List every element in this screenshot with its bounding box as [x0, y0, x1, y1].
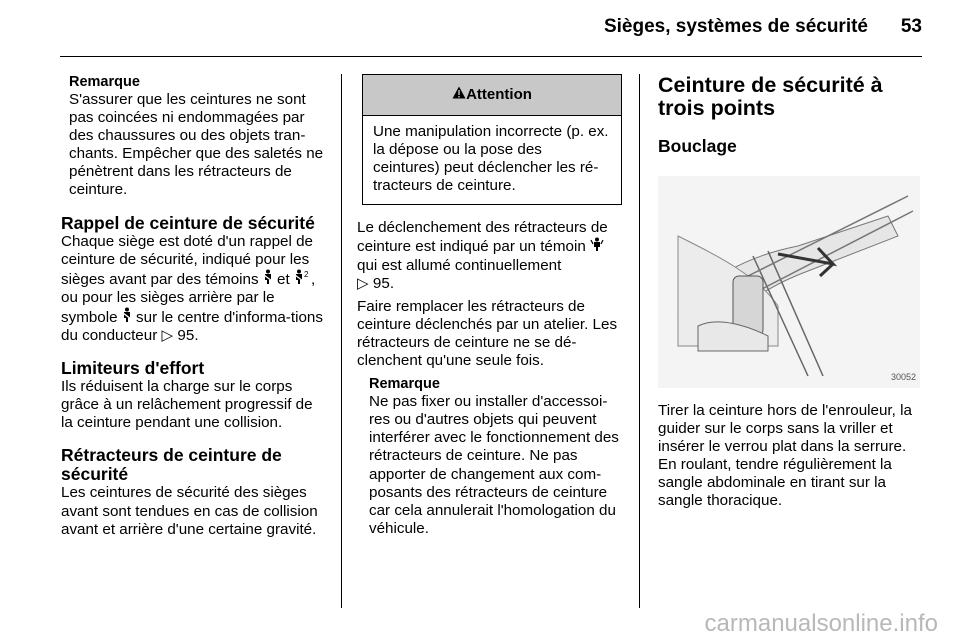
page-number: 53: [900, 16, 922, 37]
figure-number: 30052: [890, 371, 916, 382]
seatbelt-icon: [122, 307, 132, 327]
note-text: Ne pas fixer ou installer d'accessoi-res ou d'autres objets qui peuvent interférer avec le fonctionnement des rétracteurs de ceinture. Ne pas apporter de changement aux com-posants des rétracteurs de ceinture car cela annulerait l'homologation du véhicule.: [369, 393, 619, 537]
main-heading: Ceinture de sécurité à trois points: [658, 73, 883, 120]
rappel-paragraph: [61, 233, 327, 346]
bouclage-paragraph: Tirer la ceinture hors de l'enrouleur, la guider sur le corps sans la vriller et insérer le verrou plat dans la serrure. En roulant, tendre régulièrement la sangle abdominale en tirant sur la sangle thoracique.: [658, 402, 912, 510]
replace-paragraph: Faire remplacer les rétracteurs de ceinture déclenchés par un atelier. Les rétracteurs de ceinture ne se dé-clenchent qu'une seule fois.: [357, 297, 618, 370]
note-heading: Remarque: [69, 74, 140, 90]
rappel-reference[interactable]: 95.: [177, 327, 199, 345]
rappel-text-2: et: [277, 270, 290, 288]
pretensioner-text-a: Le déclenchement des rétracteurs de ceinture est indiqué par un témoin: [357, 219, 608, 256]
rappel-text-1: Chaque siège est doté d'un rappel de ceinture de sécurité, indiqué pour les sièges avant par des témoins: [61, 232, 313, 288]
warning-heading: Attention: [466, 86, 532, 103]
column-divider: [341, 74, 342, 608]
pretensioner-paragraph: [357, 219, 623, 292]
note-heading: Remarque: [369, 376, 440, 393]
note-box: [69, 74, 327, 200]
rappel-text-3: , ou pour les sièges arrière par le symbole: [61, 270, 316, 326]
seatbelt-illustration: [658, 176, 920, 388]
header-rule: [60, 56, 922, 57]
rear-seatbelt-icon: [294, 269, 311, 289]
note-text: S'assurer que les ceintures ne sont pas coincées ni endommagées par des chaussures ou des objets tran-chants. Empêcher que des saletés ne pénètrent dans les rétracteurs de ceinture.: [69, 91, 324, 199]
svg-text:2: 2: [303, 269, 309, 279]
warning-icon: [452, 75, 466, 115]
seatbelt-icon: [263, 269, 273, 289]
page-reference-icon: ▷: [357, 274, 369, 292]
pretensioner-text-b: qui est allumé continuellement: [357, 256, 562, 274]
page-reference-icon: ▷: [161, 327, 174, 345]
note-box: [369, 376, 623, 538]
warning-box: [362, 74, 622, 205]
warning-text: Une manipulation incorrecte (p. ex. la dépose ou la pose des ceintures) peut déclencher les ré-tracteurs de ceinture.: [373, 123, 609, 195]
column-2: [357, 74, 623, 538]
warning-header: [363, 75, 621, 116]
column-divider: [639, 74, 640, 608]
section-heading-rappel: Rappel de ceinture de sécurité: [61, 212, 315, 233]
pretensioner-reference[interactable]: 95.: [372, 274, 395, 292]
retracteurs-paragraph: Les ceintures de sécurité des sièges avant sont tendues en cas de collision avant et arrière d'une certaine gravité.: [61, 484, 318, 538]
seatbelt-drawing: [658, 176, 920, 388]
watermark: carmanualsonline.info: [704, 610, 938, 637]
section-heading-retracteurs: Rétracteurs de ceinture de sécurité: [61, 445, 282, 485]
column-1: [61, 74, 327, 539]
pretensioner-icon: [590, 237, 604, 256]
rappel-text-4: sur le centre d'informa-tions du conducteur: [61, 308, 323, 345]
limiteurs-paragraph: Ils réduisent la charge sur le corps grâce à un relâchement progressif de la ceinture pendant une collision.: [61, 378, 313, 432]
header-title: Sièges, systèmes de sécurité: [603, 16, 868, 37]
subheading-bouclage: Bouclage: [658, 136, 737, 156]
column-3: [658, 74, 924, 511]
section-heading-limiteurs: Limiteurs d'effort: [61, 358, 205, 379]
